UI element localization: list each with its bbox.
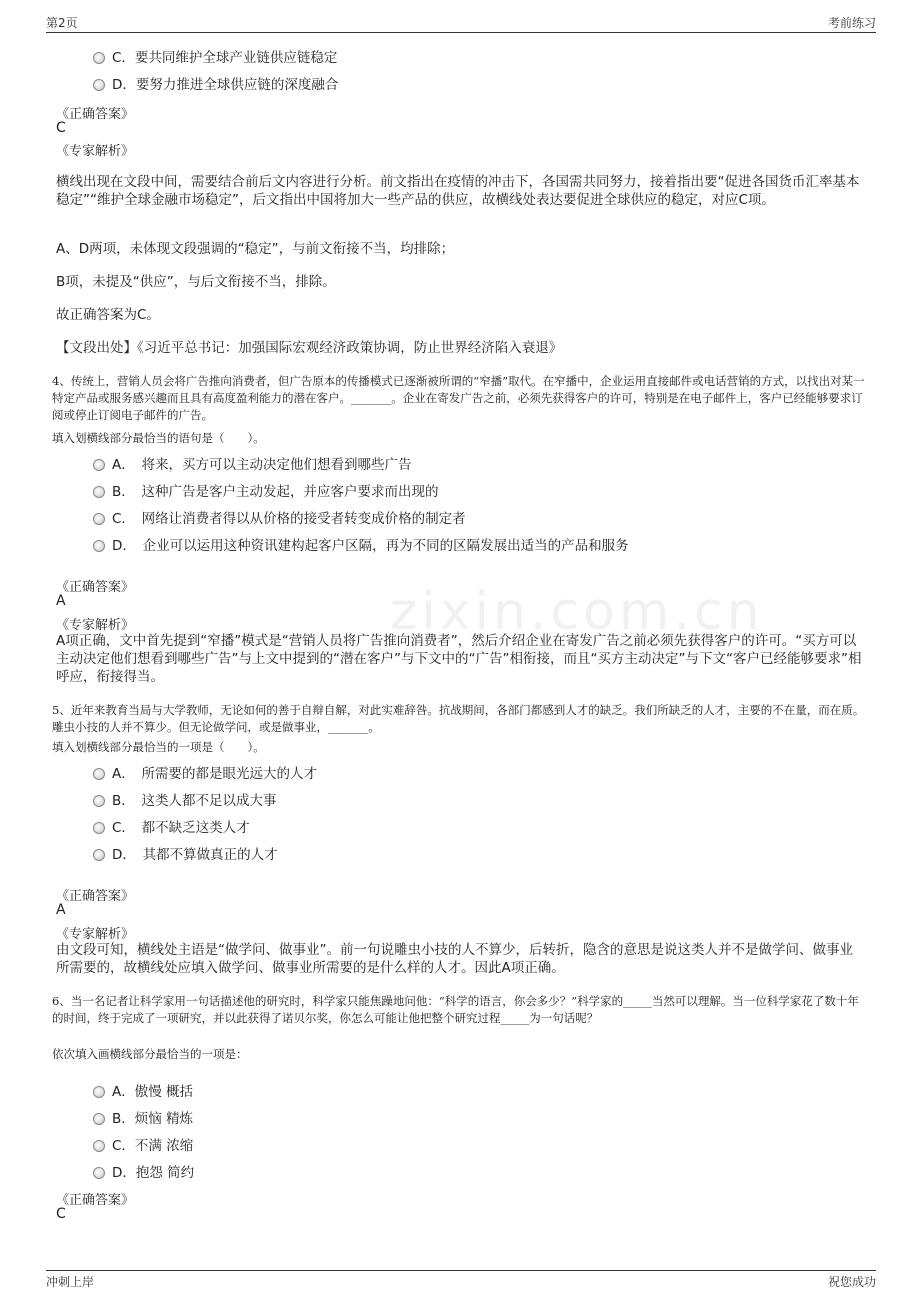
- answer-label: 《正确答案》: [56, 889, 135, 904]
- radio-icon[interactable]: [93, 1167, 105, 1179]
- option-c[interactable]: C．要共同维护全球产业链供应链稳定: [93, 46, 337, 66]
- option-c[interactable]: C． 都不缺乏这类人才: [93, 816, 250, 836]
- analysis-label: 《专家解析》: [56, 618, 135, 633]
- radio-icon[interactable]: [93, 768, 105, 780]
- analysis-label: 《专家解析》: [56, 144, 135, 159]
- analysis-paragraph: 由文段可知，横线处主语是“做学问、做事业”。前一句说雕虫小技的人不算少，后转折，隐含的意思是说这类人并不是做学问、做事业所需要的，故横线处应填入做学问、做事业所需要的是什么样的人才。因此A项正确。: [56, 942, 853, 976]
- radio-icon[interactable]: [93, 513, 105, 525]
- radio-icon[interactable]: [93, 540, 105, 552]
- option-c[interactable]: C． 网络让消费者得以从价格的接受者转变成价格的制定者: [93, 507, 466, 527]
- answer-label: 《正确答案》: [56, 107, 135, 122]
- source-citation: 【文段出处】《习近平总书记：加强国际宏观经济政策协调，防止世界经济陷入衰退》: [56, 340, 563, 356]
- watermark: zixin.com.cn: [390, 582, 764, 642]
- radio-icon[interactable]: [93, 1140, 105, 1152]
- page-header: [46, 12, 876, 33]
- answer-label: 《正确答案》: [56, 1193, 135, 1208]
- page-footer: [46, 1270, 876, 1293]
- option-a[interactable]: A． 将来，买方可以主动决定他们想看到哪些广告: [93, 453, 412, 473]
- option-b[interactable]: B． 这类人都不足以成大事: [93, 789, 277, 809]
- footer-right: 祝您成功: [827, 1275, 876, 1289]
- option-b[interactable]: B． 这种广告是客户主动发起，并应客户要求而出现的: [93, 480, 439, 500]
- question-stem: 5、近年来教育当局与大学教师，无论如何的善于自辩自解，对此实难辞咎。抗战期间，各部门都感到人才的缺乏。我们所缺乏的人才，主要的不在量，而在质。雕虫小技的人并不算少。但无论做学问，或是做事业，_______。: [52, 703, 865, 734]
- option-d[interactable]: D． 企业可以运用这种资讯建构起客户区隔，再为不同的区隔发展出适当的产品和服务: [93, 534, 629, 554]
- radio-icon[interactable]: [93, 822, 105, 834]
- analysis-label: 《专家解析》: [56, 927, 135, 942]
- question-prompt: 依次填入画横线部分最恰当的一项是：: [52, 1047, 248, 1061]
- option-c[interactable]: C．不满 浓缩: [93, 1134, 193, 1154]
- header-title: 考前练习: [827, 16, 876, 30]
- analysis-paragraph: A项正确，文中首先提到“窄播”模式是“营销人员将广告推向消费者”，然后介绍企业在寄发广告之前必须先获得客户的许可。“买方可以主动决定他们想看到哪些广告”与上文中提到的“潜在客户”与下文中的“广告”相衔接，而且“买方主动决定”与下文“客户已经能够要求”相呼应，衔接得当。: [56, 633, 862, 685]
- answer-value: C: [56, 120, 66, 136]
- analysis-paragraph: A、D两项，未体现文段强调的“稳定”，与前文衔接不当，均排除；: [56, 241, 455, 257]
- question-stem: 4、传统上，营销人员会将广告推向消费者，但广告原本的传播模式已逐渐被所谓的“窄播”取代。在窄播中，企业运用直接邮件或电话营销的方式，以找出对某一特定产品或服务感兴趣而且具有高度盈利能力的潜在客户。_______。企业在寄发广告之前，必须先获得客户的许可，特别是在电子邮件上，客户已经能够要求订阅或停止订阅电子邮件的广告。: [52, 374, 865, 422]
- option-d[interactable]: D． 其都不算做真正的人才: [93, 843, 278, 863]
- answer-label: 《正确答案》: [56, 580, 135, 595]
- question-prompt: 填入划横线部分最恰当的一项是（ ）。: [52, 740, 265, 754]
- answer-value: C: [56, 1206, 66, 1222]
- answer-value: A: [56, 902, 66, 918]
- option-d[interactable]: D．要努力推进全球供应链的深度融合: [93, 73, 338, 93]
- radio-icon[interactable]: [93, 79, 105, 91]
- option-a[interactable]: A．傲慢 概括: [93, 1080, 193, 1100]
- question-prompt: 填入划横线部分最恰当的语句是（ ）。: [52, 431, 265, 445]
- option-d[interactable]: D．抱怨 简约: [93, 1161, 194, 1181]
- footer-left: 冲刺上岸: [46, 1275, 95, 1289]
- answer-value: A: [56, 593, 66, 609]
- analysis-paragraph: 故正确答案为C。: [56, 307, 160, 323]
- page-number: 第2页: [46, 16, 78, 30]
- radio-icon[interactable]: [93, 1086, 105, 1098]
- radio-icon[interactable]: [93, 1113, 105, 1125]
- radio-icon[interactable]: [93, 52, 105, 64]
- radio-icon[interactable]: [93, 459, 105, 471]
- radio-icon[interactable]: [93, 849, 105, 861]
- option-b[interactable]: B．烦恼 精炼: [93, 1107, 193, 1127]
- option-a[interactable]: A． 所需要的都是眼光远大的人才: [93, 762, 317, 782]
- analysis-paragraph: B项，未提及“供应”，与后文衔接不当，排除。: [56, 274, 336, 290]
- radio-icon[interactable]: [93, 795, 105, 807]
- analysis-paragraph: 横线出现在文段中间，需要结合前后文内容进行分析。前文指出在疫情的冲击下，各国需共同努力，接着指出要“促进各国货币汇率基本稳定”“维护全球金融市场稳定”，后文指出中国将加大一些产品的供应，故横线处表达要促进全球供应的稳定，对应C项。: [56, 174, 860, 208]
- radio-icon[interactable]: [93, 486, 105, 498]
- question-stem: 6、当一名记者让科学家用一句话描述他的研究时，科学家只能焦躁地问他：“科学的语言，你会多少？”科学家的_____当然可以理解。当一位科学家花了数十年的时间，终于完成了一项研究，并以此获得了诺贝尔奖，你怎么可能让他把整个研究过程_____为一句话呢？: [52, 994, 859, 1025]
